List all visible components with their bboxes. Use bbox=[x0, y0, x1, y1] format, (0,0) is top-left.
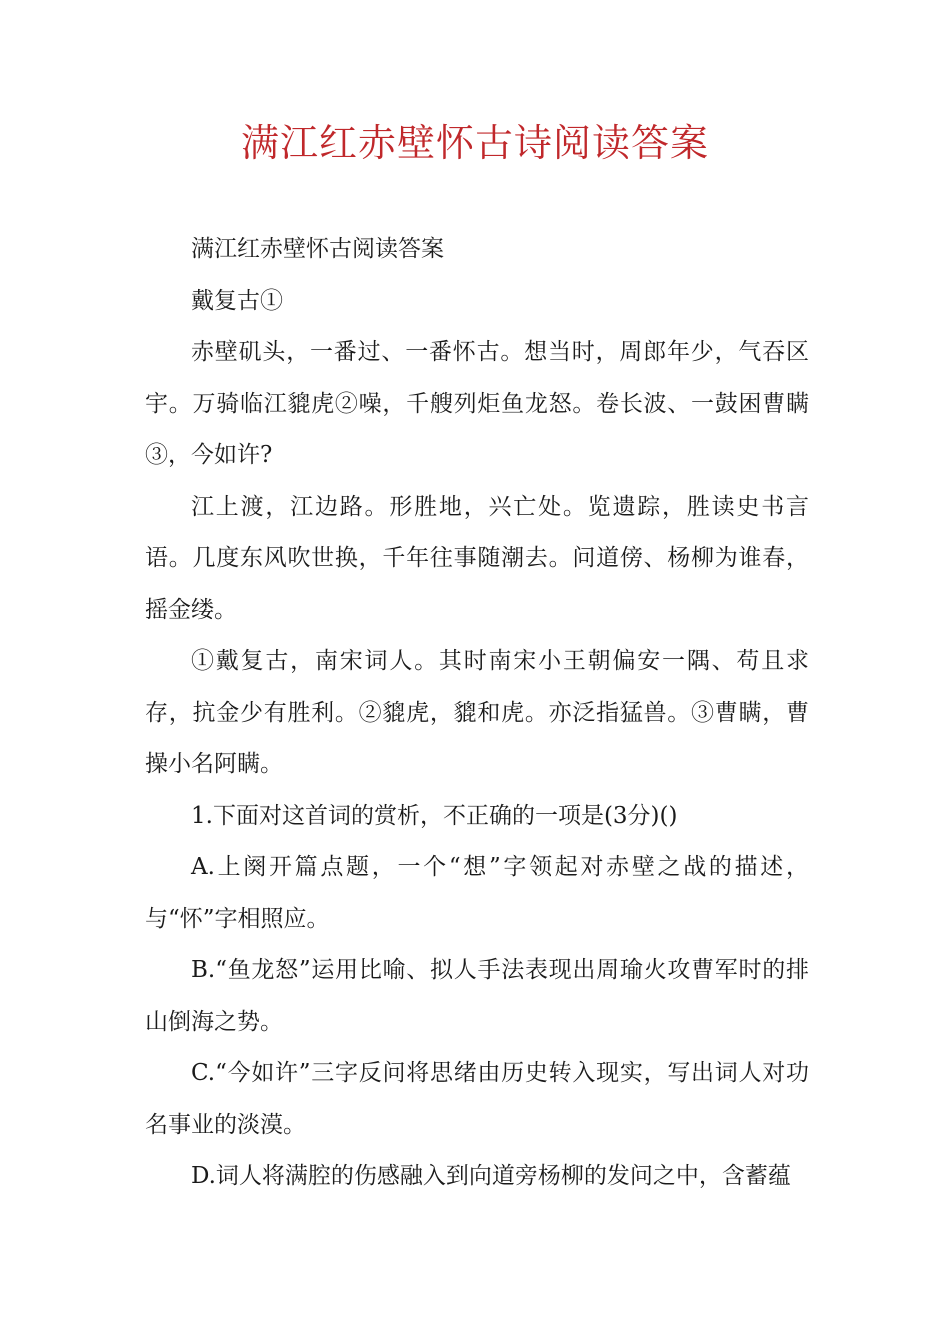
document-body bbox=[145, 224, 809, 1203]
poem-stanza-1: 赤壁矶头，一番过、一番怀古。想当时，周郎年少，气吞区宇。万骑临江貔虎②噪，千艘列炬鱼龙怒。卷长波、一鼓困曹瞒③，今如许? bbox=[145, 339, 809, 468]
question-1: 1.下面对这首词的赏析，不正确的一项是(3分)() bbox=[191, 802, 678, 829]
annotation-paragraph: ①戴复古，南宋词人。其时南宋小王朝偏安一隅、苟且求存，抗金少有胜利。②貔虎，貔和虎。亦泛指猛兽。③曹瞒，曹操小名阿瞒。 bbox=[145, 648, 809, 777]
option-a: A.上阕开篇点题，一个“想”字领起对赤壁之战的描述，与“怀”字相照应。 bbox=[145, 854, 809, 932]
option-b: B.“鱼龙怒”运用比喻、拟人手法表现出周瑜火攻曹军时的排山倒海之势。 bbox=[145, 957, 809, 1035]
author-paragraph: 戴复古① bbox=[191, 287, 283, 314]
document-title: 满江红赤壁怀古诗阅读答案 bbox=[240, 121, 709, 165]
option-c: C.“今如许”三字反问将思绪由历史转入现实，写出词人对功名事业的淡漠。 bbox=[145, 1060, 809, 1138]
subtitle-paragraph: 满江红赤壁怀古阅读答案 bbox=[191, 236, 444, 262]
option-d: D.词人将满腔的伤感融入到向道旁杨柳的发问之中，含蓄蕴 bbox=[191, 1163, 791, 1189]
poem-stanza-2: 江上渡，江边路。形胜地，兴亡处。览遗踪，胜读史书言语。几度东风吹世换，千年往事随潮去。问道傍、杨柳为谁春，摇金缕。 bbox=[145, 493, 809, 623]
